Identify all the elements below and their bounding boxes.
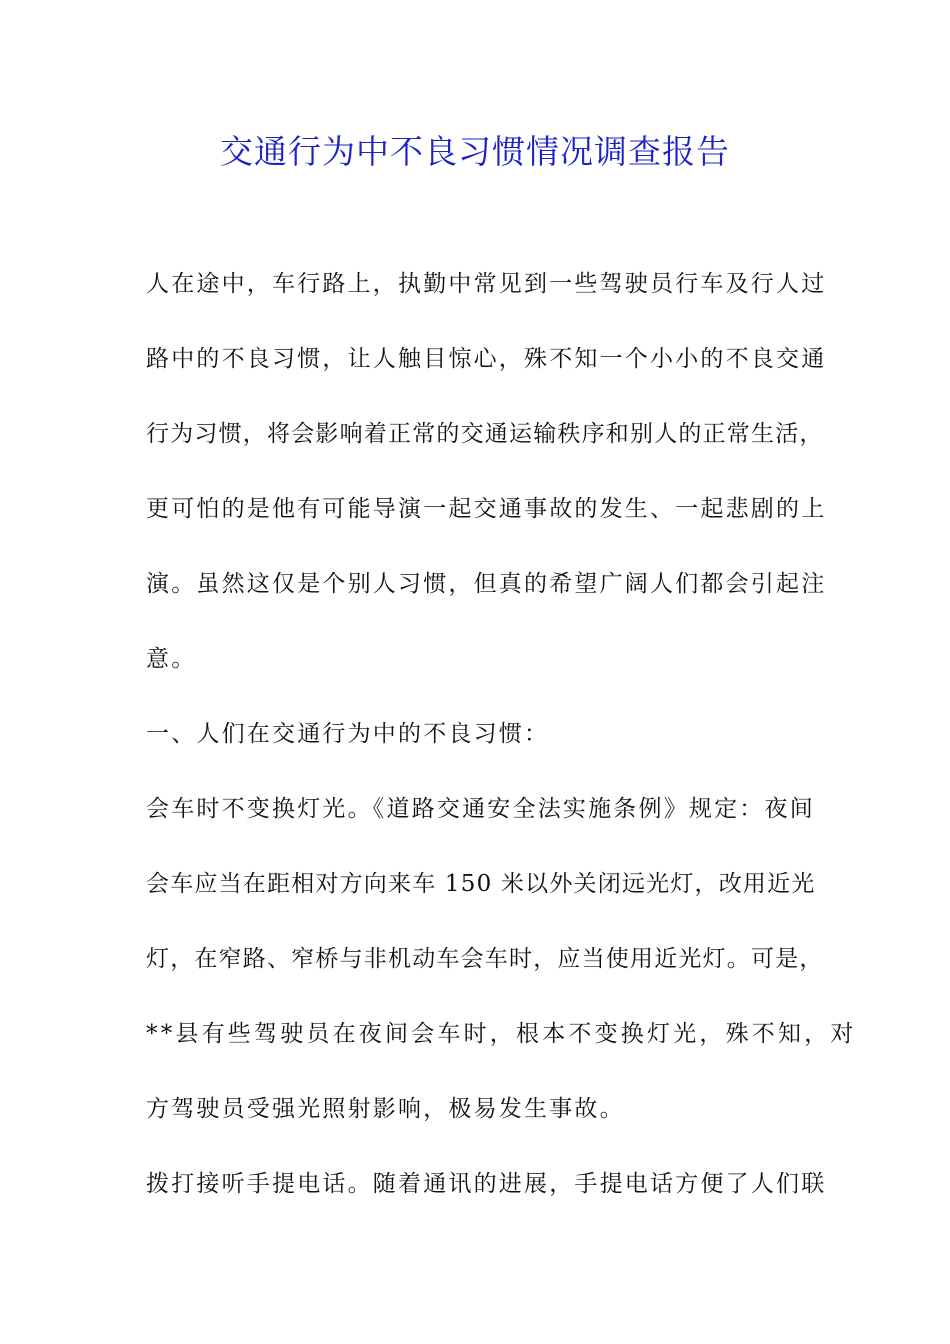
paragraph-line: 更可怕的是他有可能导演一起交通事故的发生、一起悲剧的上 bbox=[146, 496, 827, 522]
paragraph-line: 会车应当在距相对方向来车 150 米以外关闭远光灯，改用近光 bbox=[146, 871, 816, 897]
paragraph-line: 演。虽然这仅是个别人习惯，但真的希望广阔人们都会引起注 bbox=[146, 571, 827, 597]
document-title: 交通行为中不良习惯情况调查报告 bbox=[220, 132, 730, 171]
section-heading: 一、人们在交通行为中的不良习惯： bbox=[146, 721, 550, 747]
paragraph-line: 方驾驶员受强光照射影响，极易发生事故。 bbox=[146, 1096, 625, 1122]
paragraph-line: **县有些驾驶员在夜间会车时，根本不变换灯光，殊不知，对 bbox=[146, 1021, 857, 1047]
paragraph-line: 拨打接听手提电话。随着通讯的进展，手提电话方便了人们联 bbox=[146, 1171, 827, 1197]
paragraph-line: 意。 bbox=[146, 646, 197, 672]
paragraph-line: 人在途中，车行路上，执勤中常见到一些驾驶员行车及行人过 bbox=[146, 271, 827, 297]
paragraph-line: 会车时不变换灯光。《道路交通安全法实施条例》规定：夜间 bbox=[146, 796, 815, 822]
paragraph-line: 灯，在窄路、窄桥与非机动车会车时，应当使用近光灯。可是， bbox=[146, 946, 824, 972]
paragraph-line: 行为习惯，将会影响着正常的交通运输秩序和别人的正常生活， bbox=[146, 421, 824, 447]
paragraph-line: 路中的不良习惯，让人触目惊心，殊不知一个小小的不良交通 bbox=[146, 346, 827, 372]
document-body bbox=[146, 260, 857, 1235]
